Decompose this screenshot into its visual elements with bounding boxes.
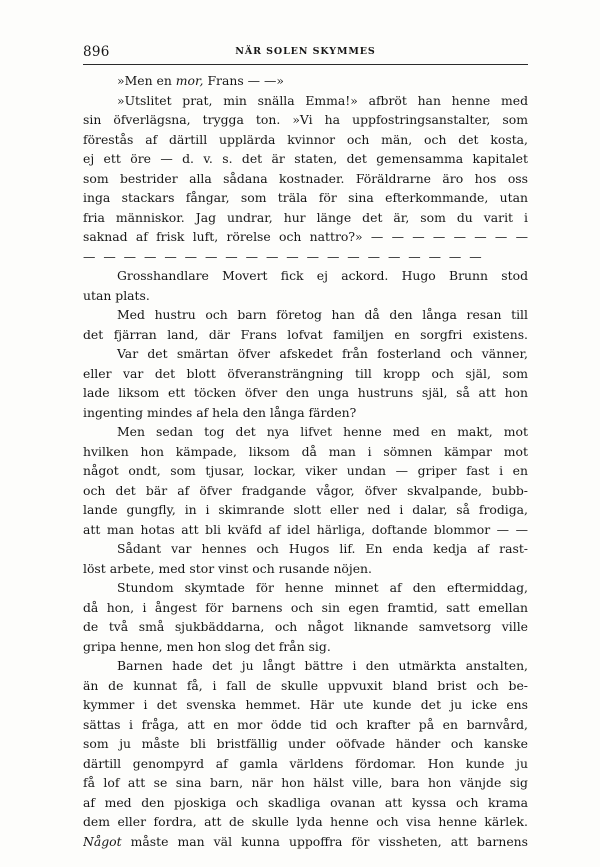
text-line: de två små sjukbäddarna, och något liknande samvetsorg ville [83,619,528,634]
text-line: förestås af därtill upplärda kvinnor och män, och det kosta, [83,131,528,147]
header-rule [83,64,528,65]
text-line: fria människor. Jag undrar, hur länge det är, som du varit i [83,209,528,225]
text-line: som ju måste bli bristfällig under oöfvade händer och kanske [83,736,528,751]
text-line: att man hotas att bli kväfd af idel härliga, doftande blommor — — [83,521,528,537]
text-line: utan plats. [83,287,150,303]
text-run: »Men en [117,73,176,88]
text-run: Frans — —» [203,73,284,88]
text-line: ej ett öre — d. v. s. det är staten, det gemensamma kapitalet [83,151,528,166]
text-line: Stundom skymtade för henne minnet af den eftermiddag, [117,580,528,595]
text-line: inga stackars fångar, som träla för sina efterkommande, utan [83,190,528,205]
text-line: hvilken hon kämpade, liksom då man i sömnen kämpar mot [83,443,528,459]
dash-separator-line: — — — — — — — — — — — — — — — — — — — — [83,248,484,264]
body-text [83,71,528,851]
text-line: Men sedan tog det nya lifvet henne med en makt, mot [117,424,528,439]
text-line: af med den pjoskiga och skadliga ovanan att kyssa och krama [83,794,528,810]
text-line: då hon, i ångest för barnens och sin egen framtid, satt emellan [83,599,528,615]
text-run: måste man väl kunna uppoffra för vissheten, att barnens [121,833,528,849]
text-line: löst arbete, med stor vinst och rusande nöjen. [83,560,372,576]
text-line: som bestrider alla sådana kostnader. Föräldrarne äro hos oss [83,170,528,186]
text-line: eller var det blott öfveransträngning till kropp och själ, som [83,365,528,381]
text-line [83,832,528,852]
page-header [83,44,528,64]
text-line: något ondt, som tjusar, lockar, viker undan — griper fast i en [83,463,528,478]
text-line: ingenting mindes af hela den långa färden? [83,404,357,420]
text-line: än de kunnat få, i fall de skulle uppvuxit bland brist och be- [83,677,528,693]
text-line: lande gungfly, in i skimrande slott eller ned i dalar, så frodiga, [83,502,528,517]
text-line: sättas i fråga, att en mor ödde tid och krafter på en barnvård, [83,716,528,732]
text-line: »Utslitet prat, min snälla Emma!» afbröt han henne med [117,92,528,108]
text-line: sin öfverlägsna, trygga ton. »Vi ha uppfostringsanstalter, som [83,112,528,127]
text-line: Grosshandlare Movert fick ej ackord. Hugo Brunn stod [117,268,528,283]
text-line [83,71,528,91]
text-line: gripa henne, men hon slog det från sig. [83,638,331,654]
page-number: 896 [83,44,110,60]
text-line: lade liksom ett töcken öfver den unga hustruns själ, så att hon [83,385,528,400]
text-line: Barnen hade det ju långt bättre i den utmärkta anstalten, [117,658,528,673]
text-line: Var det smärtan öfver afskedet från fosterland och vänner, [117,346,528,361]
text-line: det fjärran land, där Frans lofvat familjen en sorgfri existens. [83,326,528,342]
text-line: därtill genompyrd af gamla världens fördomar. Hon kunde ju [83,755,528,771]
text-line: Sådant var hennes och Hugos lif. En enda kedja af rast- [117,541,528,556]
running-title: NÄR SOLEN SKYMMES [235,46,376,57]
text-line: få lof att se sina barn, när hon hälst ville, bara hon vänjde sig [83,775,528,790]
text-line: och det bär af öfver fradgande vågor, öfver skvalpande, bubb- [83,482,528,498]
text-line: saknad af frisk luft, rörelse och nattro?» — — — — — — — — [83,229,528,244]
italic-word: Något [83,833,122,849]
text-line: dem eller fordra, att de skulle lyda henne och visa henne kärlek. [83,814,528,829]
text-line: kymmer i det svenska hemmet. Här ute kunde det ju icke ens [83,697,528,712]
italic-word: mor, [175,73,204,88]
text-line: Med hustru och barn företog han då den långa resan till [117,307,528,322]
